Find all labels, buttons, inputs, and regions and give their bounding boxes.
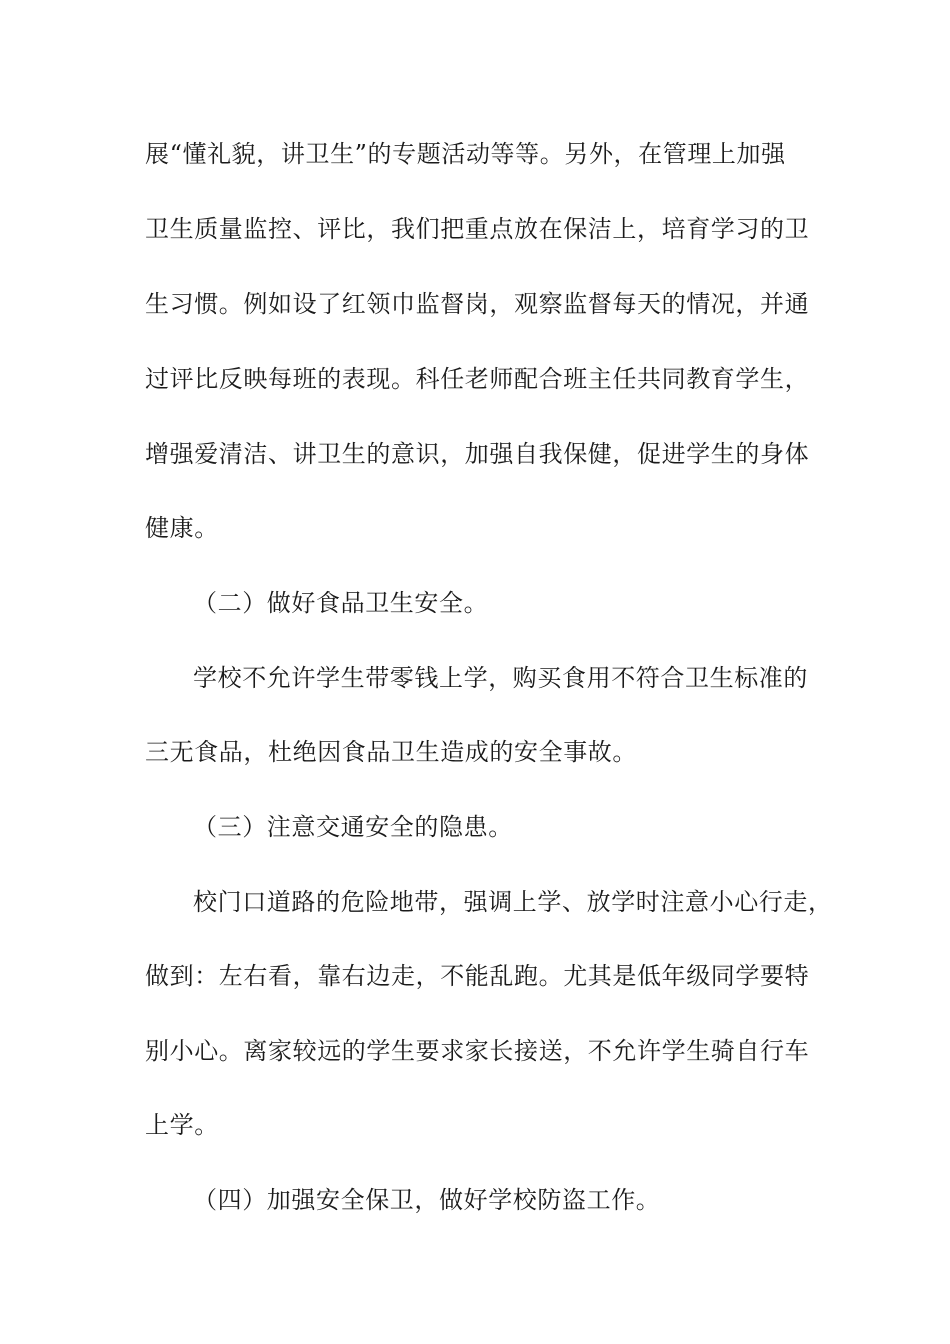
text-line: 别小心。离家较远的学生要求家长接送，不允许学生骑自行车 — [145, 1037, 810, 1065]
text-line: 做到：左右看，靠右边走，不能乱跑。尤其是低年级同学要特 — [145, 962, 810, 990]
text-line: 三无食品，杜绝因食品卫生造成的安全事故。 — [145, 738, 637, 766]
section-heading: （四）加强安全保卫，做好学校防盗工作。 — [193, 1186, 661, 1214]
text-line: 上学。 — [145, 1111, 219, 1139]
text-line: 健康。 — [145, 514, 219, 542]
text-line: 过评比反映每班的表现。科任老师配合班主任共同教育学生， — [145, 365, 810, 393]
section-heading: （三）注意交通安全的隐患。 — [193, 813, 513, 841]
text-line: 卫生质量监控、评比，我们把重点放在保洁上，培育学习的卫 — [145, 215, 810, 243]
text-line: 校门口道路的危险地带，强调上学、放学时注意小心行走， — [193, 888, 833, 916]
text-line: 增强爱清洁、讲卫生的意识，加强自我保健，促进学生的身体 — [145, 440, 810, 468]
text-line: 展“懂礼貌，讲卫生”的专题活动等等。另外，在管理上加强 — [145, 140, 786, 168]
text-line: 学校不允许学生带零钱上学，购买食用不符合卫生标准的 — [193, 664, 808, 692]
section-heading: （二）做好食品卫生安全。 — [193, 589, 489, 617]
text-line: 生习惯。例如设了红领巾监督岗，观察监督每天的情况，并通 — [145, 290, 810, 318]
